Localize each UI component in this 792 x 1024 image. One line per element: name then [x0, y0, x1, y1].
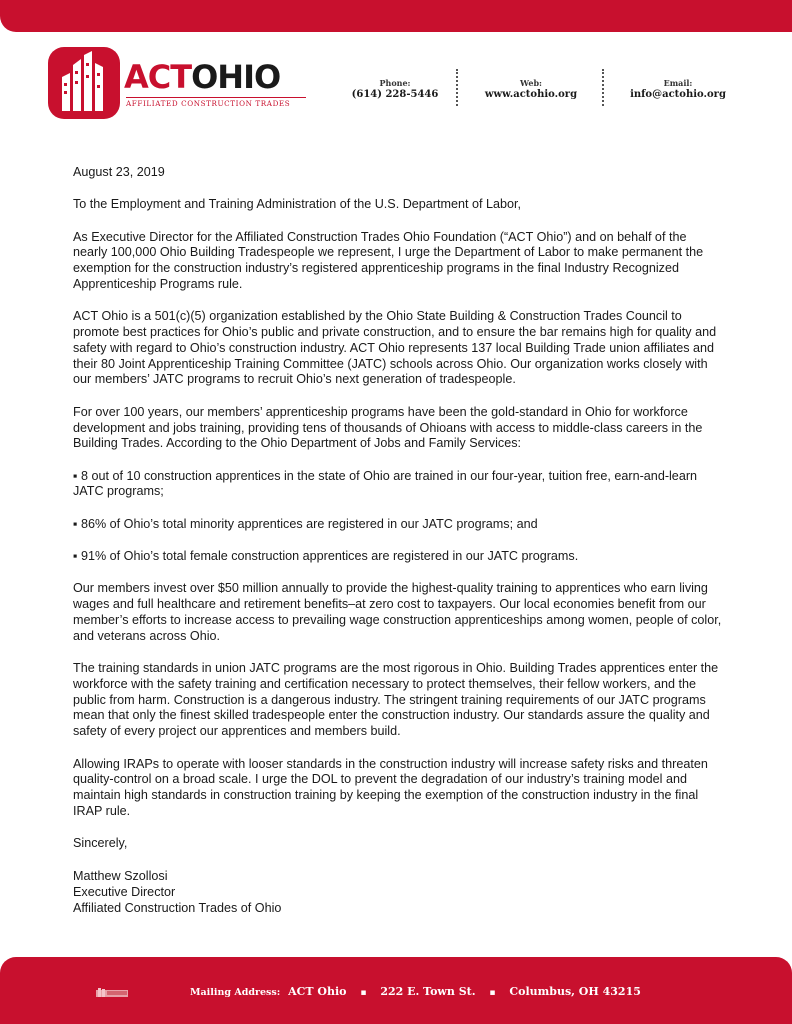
footer-address	[190, 985, 641, 998]
logo-tagline: AFFILIATED CONSTRUCTION TRADES	[126, 97, 306, 108]
logo-word-act: ACT	[124, 58, 192, 96]
contact-divider	[456, 69, 458, 106]
web-link[interactable]: www.actohio.org	[484, 89, 578, 100]
logo-wordmark	[124, 60, 280, 94]
letter-paragraph: Our members invest over $50 million annually to provide the highest-quality training to apprentices who earn living wages and full healthcare and retirement benefits–at zero cost to taxpayers. Our local economies benefit from our member’s efforts to increase access to prevailing wage construction apprenticeships among women, people of color, and veterans across Ohio.	[73, 581, 722, 643]
act-ohio-logo-icon	[48, 47, 120, 119]
letter-closing: Sincerely,	[73, 836, 128, 851]
letter-salutation: To the Employment and Training Administration of the U.S. Department of Labor,	[73, 197, 522, 212]
signer-title: Executive Director	[73, 884, 176, 899]
letter-paragraph: ACT Ohio is a 501(c)(5) organization established by the Ohio State Building & Construction Trades Council to promote best practices for Ohio’s public and private construction, and to ensure the bar remains high for quality and safety with regard to Ohio’s construction industry. ACT Ohio represents 137 local Building Trade union affiliates and their 80 Joint Apprenticeship Training Committee (JATC) schools across Ohio. Our organization works closely with our members’ JATC programs to recruit Ohio’s next generation of tradespeople.	[73, 309, 717, 387]
mailing-address-label: Mailing Address:	[190, 987, 281, 998]
footer-logo-icon	[96, 988, 128, 998]
footer-separator: ▪	[360, 988, 367, 998]
email-label: Email:	[663, 78, 693, 88]
contact-email	[622, 78, 734, 101]
signer-name: Matthew Szollosi	[73, 869, 168, 883]
letter-paragraph: The training standards in union JATC programs are the most rigorous in Ohio. Building Trades apprentices enter the workforce with the safety training and certification necessary to protect themselves, their fellow workers, and the public from harm. Construction is a dangerous industry. The stringent training requirements of our JATC programs mean that only the finest skilled tradespeople enter the construction industry. Our standards assure the quality and safety of every project our apprentices and members build.	[73, 661, 719, 739]
bullet-item: ▪ 86% of Ohio’s total minority apprentices are registered in our JATC programs; and	[73, 516, 538, 531]
contact-phone	[345, 78, 445, 101]
letter-date: August 23, 2019	[73, 165, 165, 179]
signer-organization: Affiliated Construction Trades of Ohio	[73, 900, 282, 915]
footer-city: Columbus, OH 43215	[509, 985, 641, 998]
bullet-item: ▪ 8 out of 10 construction apprentices in the state of Ohio are trained in our four-year, tuition free, earn-and-learn JATC programs;	[73, 468, 698, 499]
logo-word-ohio: OHIO	[191, 58, 281, 96]
footer-separator: ▪	[489, 988, 496, 998]
letter-paragraph: As Executive Director for the Affiliated Construction Trades Ohio Foundation (“ACT Ohio”) and on behalf of the nearly 100,000 Ohio Building Tradespeople we represent, I urge the Department of Labor to make permanent the exemption for the construction industry’s registered apprenticeship programs in the final Industry Recognized Apprenticeship Programs rule.	[73, 229, 704, 291]
letter-body	[73, 165, 723, 916]
letter-paragraph: Allowing IRAPs to operate with looser standards in the construction industry will increase safety risks and threaten quality-control on a broad scale. I urge the DOL to prevent the degradation of our industry’s training model and maintain high standards in construction training by keeping the exemption of the construction industry in the final IRAP rule.	[73, 756, 708, 818]
phone-label: Phone:	[379, 78, 411, 88]
phone-value[interactable]: (614) 228-5446	[351, 89, 439, 100]
signature-block	[73, 836, 723, 916]
email-link[interactable]: info@actohio.org	[630, 89, 726, 100]
web-label: Web:	[520, 78, 542, 88]
contact-web	[476, 78, 586, 101]
contact-divider	[602, 69, 604, 106]
top-brand-bar	[0, 0, 792, 32]
letter-paragraph: For over 100 years, our members’ apprenticeship programs have been the gold-standard in Ohio for workforce development and jobs training, providing tens of thousands of Ohioans with access to middle-class careers in the Building Trades. According to the Ohio Department of Jobs and Family Services:	[73, 404, 703, 451]
bullet-item: ▪ 91% of Ohio’s total female construction apprentices are registered in our JATC programs.	[73, 549, 579, 564]
footer-street: 222 E. Town St.	[380, 985, 476, 998]
footer-org: ACT Ohio	[288, 985, 347, 998]
